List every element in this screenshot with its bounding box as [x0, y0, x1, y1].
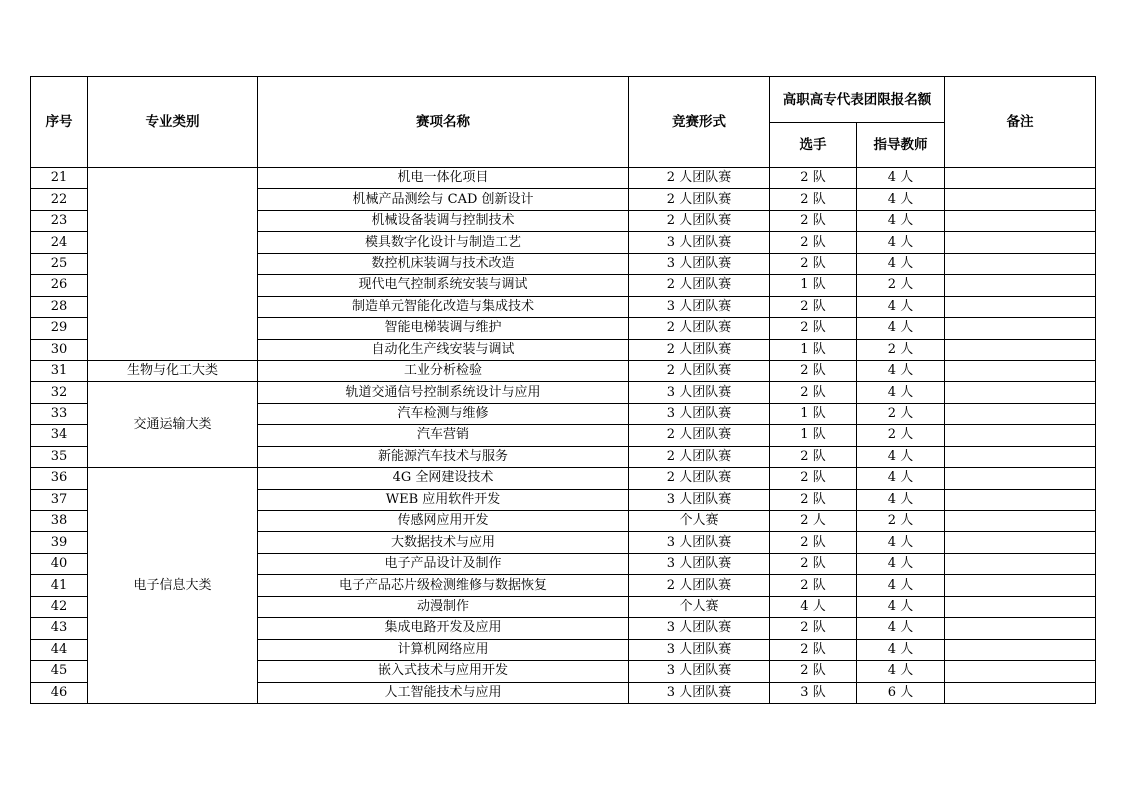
header-format: 竞赛形式 — [629, 77, 770, 168]
remark-cell — [945, 511, 1096, 532]
remark-cell — [945, 661, 1096, 682]
competition-format: 3 人团队赛 — [629, 382, 770, 403]
remark-cell — [945, 682, 1096, 703]
remark-cell — [945, 489, 1096, 510]
row-number: 46 — [31, 682, 88, 703]
event-name: 轨道交通信号控制系统设计与应用 — [258, 382, 629, 403]
remark-cell — [945, 382, 1096, 403]
event-name: 动漫制作 — [258, 596, 629, 617]
teacher-quota: 4 人 — [857, 468, 945, 489]
teacher-quota: 4 人 — [857, 189, 945, 210]
competition-format: 3 人团队赛 — [629, 232, 770, 253]
row-number: 26 — [31, 275, 88, 296]
player-quota: 1 队 — [770, 425, 857, 446]
row-number: 44 — [31, 639, 88, 660]
competition-format: 2 人团队赛 — [629, 168, 770, 189]
category-cell — [88, 168, 258, 361]
competition-format: 2 人团队赛 — [629, 210, 770, 231]
remark-cell — [945, 618, 1096, 639]
remark-cell — [945, 532, 1096, 553]
competition-format: 3 人团队赛 — [629, 682, 770, 703]
player-quota: 2 队 — [770, 639, 857, 660]
event-name: 大数据技术与应用 — [258, 532, 629, 553]
remark-cell — [945, 189, 1096, 210]
event-name: 现代电气控制系统安装与调试 — [258, 275, 629, 296]
event-name: 工业分析检验 — [258, 360, 629, 381]
teacher-quota: 4 人 — [857, 360, 945, 381]
event-name: 机电一体化项目 — [258, 168, 629, 189]
competition-format: 3 人团队赛 — [629, 553, 770, 574]
remark-cell — [945, 296, 1096, 317]
header-seq: 序号 — [31, 77, 88, 168]
row-number: 30 — [31, 339, 88, 360]
player-quota: 1 队 — [770, 275, 857, 296]
remark-cell — [945, 403, 1096, 424]
teacher-quota: 2 人 — [857, 403, 945, 424]
row-number: 31 — [31, 360, 88, 381]
teacher-quota: 4 人 — [857, 553, 945, 574]
event-name: 集成电路开发及应用 — [258, 618, 629, 639]
event-name: 数控机床装调与技术改造 — [258, 253, 629, 274]
row-number: 32 — [31, 382, 88, 403]
player-quota: 2 队 — [770, 168, 857, 189]
competition-format: 3 人团队赛 — [629, 532, 770, 553]
row-number: 37 — [31, 489, 88, 510]
competition-format: 3 人团队赛 — [629, 618, 770, 639]
header-quota: 高职高专代表团限报名额 — [770, 77, 945, 123]
teacher-quota: 4 人 — [857, 253, 945, 274]
player-quota: 2 队 — [770, 210, 857, 231]
teacher-quota: 6 人 — [857, 682, 945, 703]
competition-format: 2 人团队赛 — [629, 575, 770, 596]
teacher-quota: 4 人 — [857, 318, 945, 339]
event-name: 汽车营销 — [258, 425, 629, 446]
remark-cell — [945, 575, 1096, 596]
player-quota: 2 队 — [770, 532, 857, 553]
teacher-quota: 4 人 — [857, 232, 945, 253]
player-quota: 2 队 — [770, 318, 857, 339]
remark-cell — [945, 596, 1096, 617]
event-name: 机械产品测绘与 CAD 创新设计 — [258, 189, 629, 210]
table-header — [31, 77, 1096, 168]
remark-cell — [945, 210, 1096, 231]
header-remarks: 备注 — [945, 77, 1096, 168]
event-name: 汽车检测与维修 — [258, 403, 629, 424]
row-number: 40 — [31, 553, 88, 574]
competition-format: 2 人团队赛 — [629, 468, 770, 489]
event-name: 智能电梯装调与维护 — [258, 318, 629, 339]
remark-cell — [945, 275, 1096, 296]
row-number: 21 — [31, 168, 88, 189]
teacher-quota: 4 人 — [857, 596, 945, 617]
teacher-quota: 4 人 — [857, 618, 945, 639]
row-number: 23 — [31, 210, 88, 231]
teacher-quota: 4 人 — [857, 532, 945, 553]
competition-format: 个人赛 — [629, 511, 770, 532]
remark-cell — [945, 468, 1096, 489]
row-number: 39 — [31, 532, 88, 553]
remark-cell — [945, 168, 1096, 189]
row-number: 42 — [31, 596, 88, 617]
row-number: 33 — [31, 403, 88, 424]
row-number: 35 — [31, 446, 88, 467]
row-number: 24 — [31, 232, 88, 253]
row-number: 29 — [31, 318, 88, 339]
event-name: 传感网应用开发 — [258, 511, 629, 532]
category-cell: 交通运输大类 — [88, 382, 258, 468]
teacher-quota: 2 人 — [857, 511, 945, 532]
row-number: 28 — [31, 296, 88, 317]
player-quota: 2 人 — [770, 511, 857, 532]
event-name: 自动化生产线安装与调试 — [258, 339, 629, 360]
header-event: 赛项名称 — [258, 77, 629, 168]
event-name: 电子产品芯片级检测维修与数据恢复 — [258, 575, 629, 596]
competition-format: 2 人团队赛 — [629, 318, 770, 339]
event-name: 模具数字化设计与制造工艺 — [258, 232, 629, 253]
teacher-quota: 4 人 — [857, 382, 945, 403]
teacher-quota: 4 人 — [857, 296, 945, 317]
competition-format: 3 人团队赛 — [629, 296, 770, 317]
header-teachers: 指导教师 — [857, 123, 945, 168]
remark-cell — [945, 639, 1096, 660]
player-quota: 2 队 — [770, 575, 857, 596]
competition-format: 2 人团队赛 — [629, 275, 770, 296]
event-name: WEB 应用软件开发 — [258, 489, 629, 510]
row-number: 25 — [31, 253, 88, 274]
teacher-quota: 2 人 — [857, 339, 945, 360]
remark-cell — [945, 446, 1096, 467]
player-quota: 2 队 — [770, 360, 857, 381]
row-number: 22 — [31, 189, 88, 210]
teacher-quota: 4 人 — [857, 661, 945, 682]
table-row — [31, 468, 1096, 489]
teacher-quota: 4 人 — [857, 210, 945, 231]
event-name: 新能源汽车技术与服务 — [258, 446, 629, 467]
table-row — [31, 360, 1096, 381]
remark-cell — [945, 553, 1096, 574]
competition-table — [30, 76, 1096, 704]
remark-cell — [945, 232, 1096, 253]
remark-cell — [945, 425, 1096, 446]
competition-format: 3 人团队赛 — [629, 253, 770, 274]
header-category: 专业类别 — [88, 77, 258, 168]
event-name: 机械设备装调与控制技术 — [258, 210, 629, 231]
player-quota: 2 队 — [770, 468, 857, 489]
row-number: 34 — [31, 425, 88, 446]
event-name: 计算机网络应用 — [258, 639, 629, 660]
competition-format: 3 人团队赛 — [629, 403, 770, 424]
event-name: 人工智能技术与应用 — [258, 682, 629, 703]
header-players: 选手 — [770, 123, 857, 168]
competition-format: 2 人团队赛 — [629, 360, 770, 381]
teacher-quota: 2 人 — [857, 425, 945, 446]
event-name: 制造单元智能化改造与集成技术 — [258, 296, 629, 317]
event-name: 电子产品设计及制作 — [258, 553, 629, 574]
competition-format: 个人赛 — [629, 596, 770, 617]
table-row — [31, 168, 1096, 189]
teacher-quota: 4 人 — [857, 489, 945, 510]
player-quota: 3 队 — [770, 682, 857, 703]
player-quota: 2 队 — [770, 489, 857, 510]
row-number: 38 — [31, 511, 88, 532]
remark-cell — [945, 360, 1096, 381]
player-quota: 1 队 — [770, 339, 857, 360]
table-body — [31, 168, 1096, 704]
competition-format: 2 人团队赛 — [629, 339, 770, 360]
competition-format: 2 人团队赛 — [629, 189, 770, 210]
event-name: 4G 全网建设技术 — [258, 468, 629, 489]
player-quota: 2 队 — [770, 296, 857, 317]
player-quota: 2 队 — [770, 661, 857, 682]
player-quota: 2 队 — [770, 253, 857, 274]
teacher-quota: 4 人 — [857, 168, 945, 189]
event-name: 嵌入式技术与应用开发 — [258, 661, 629, 682]
teacher-quota: 4 人 — [857, 575, 945, 596]
remark-cell — [945, 339, 1096, 360]
player-quota: 2 队 — [770, 232, 857, 253]
competition-format: 2 人团队赛 — [629, 446, 770, 467]
player-quota: 2 队 — [770, 618, 857, 639]
row-number: 45 — [31, 661, 88, 682]
row-number: 43 — [31, 618, 88, 639]
player-quota: 2 队 — [770, 446, 857, 467]
competition-format: 3 人团队赛 — [629, 639, 770, 660]
player-quota: 2 队 — [770, 553, 857, 574]
category-cell: 生物与化工大类 — [88, 360, 258, 381]
table-row — [31, 382, 1096, 403]
competition-format: 3 人团队赛 — [629, 661, 770, 682]
teacher-quota: 4 人 — [857, 639, 945, 660]
player-quota: 2 队 — [770, 189, 857, 210]
remark-cell — [945, 318, 1096, 339]
remark-cell — [945, 253, 1096, 274]
row-number: 36 — [31, 468, 88, 489]
competition-format: 2 人团队赛 — [629, 425, 770, 446]
player-quota: 1 队 — [770, 403, 857, 424]
teacher-quota: 4 人 — [857, 446, 945, 467]
competition-format: 3 人团队赛 — [629, 489, 770, 510]
player-quota: 2 队 — [770, 382, 857, 403]
row-number: 41 — [31, 575, 88, 596]
teacher-quota: 2 人 — [857, 275, 945, 296]
player-quota: 4 人 — [770, 596, 857, 617]
category-cell: 电子信息大类 — [88, 468, 258, 704]
